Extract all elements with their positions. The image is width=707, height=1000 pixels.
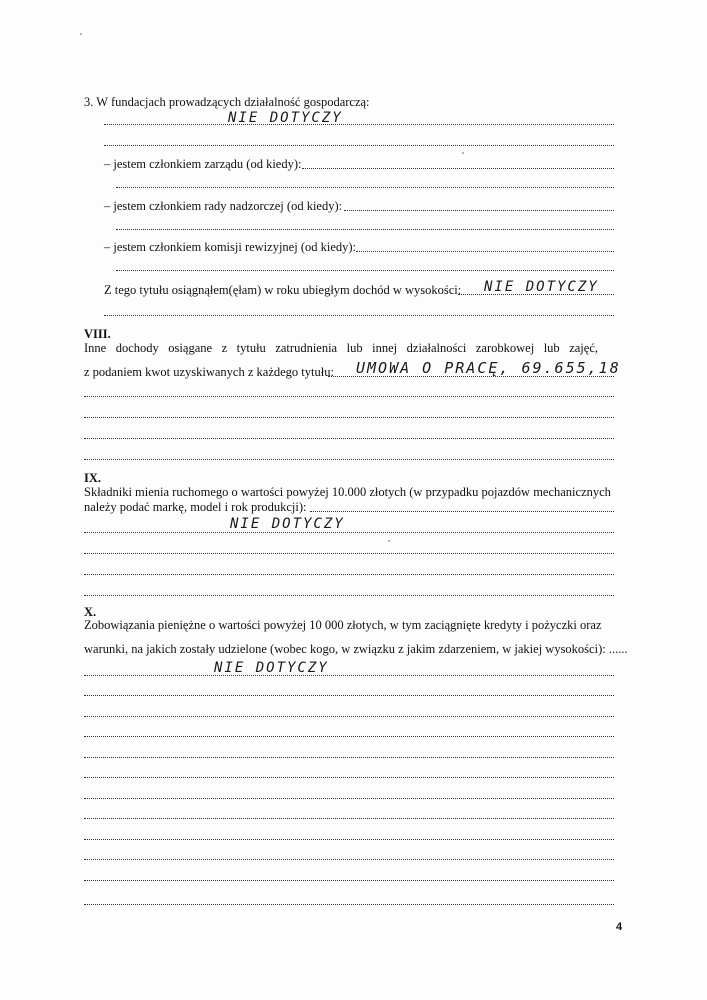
page-number: 4 <box>616 921 623 933</box>
s3-zarzad-label: – jestem członkiem zarządu (od kiedy): <box>104 157 302 171</box>
scan-speck <box>462 152 464 154</box>
fill-line <box>84 798 614 799</box>
fill-line <box>84 757 614 758</box>
fill-line <box>84 417 614 418</box>
s10-line1: Zobowiązania pieniężne o wartości powyżej 10 000 złotych, w tym zaciągnięte kredyty i pożyczki oraz <box>84 618 602 632</box>
fill-line <box>84 904 614 905</box>
fill-line <box>84 777 614 778</box>
fill-line <box>84 839 614 840</box>
fill-line <box>84 459 614 460</box>
fill-line <box>302 168 614 169</box>
fill-line <box>104 124 614 125</box>
fill-line <box>84 396 614 397</box>
fill-line <box>84 532 614 533</box>
s3-rada-label: – jestem członkiem rady nadzorczej (od kiedy): <box>104 199 343 213</box>
s9-line2: należy podać markę, model i rok produkcji): <box>84 500 307 514</box>
s8-heading: VIII. <box>84 327 111 341</box>
fill-line <box>84 859 614 860</box>
fill-line <box>84 574 614 575</box>
s9-handwriting: NIE DOTYCZY <box>230 516 345 532</box>
fill-line <box>84 553 614 554</box>
fill-line <box>104 145 614 146</box>
fill-line <box>116 229 614 230</box>
fill-line <box>104 315 614 316</box>
s3-dochod-handwriting: NIE DOTYCZY <box>484 279 599 295</box>
fill-line <box>84 675 614 676</box>
fill-line <box>84 818 614 819</box>
s3-dochod-label: Z tego tytułu osiągnąłem(ęłam) w roku ubiegłym dochód w wysokości: <box>104 283 462 297</box>
fill-line <box>344 210 614 211</box>
fill-line <box>84 716 614 717</box>
fill-line <box>116 187 614 188</box>
s9-heading: IX. <box>84 471 102 485</box>
fill-line <box>356 251 614 252</box>
fill-line <box>84 880 614 881</box>
s9-line1: Składniki mienia ruchomego o wartości powyżej 10.000 złotych (w przypadku pojazdów mechanicznych <box>84 485 611 499</box>
fill-line <box>116 270 614 271</box>
fill-line <box>84 736 614 737</box>
fill-line <box>458 294 614 295</box>
fill-line <box>84 695 614 696</box>
s8-line2: z podaniem kwot uzyskiwanych z każdego tytułu: <box>84 365 334 379</box>
fill-line <box>328 376 614 377</box>
s10-handwriting: NIE DOTYCZY <box>214 660 329 676</box>
fill-line <box>310 511 614 512</box>
scan-speck <box>388 540 390 542</box>
s8-handwriting: UMOWA O PRACĘ, 69.655,18 <box>356 359 621 377</box>
s10-line2: warunki, na jakich zostały udzielone (wobec kogo, w związku z jakim zdarzeniem, w jakiej wysokości): ...... <box>84 642 628 656</box>
fill-line <box>84 595 614 596</box>
s3-handwriting: NIE DOTYCZY <box>228 110 343 126</box>
fill-line <box>84 438 614 439</box>
s3-komisja-label: – jestem członkiem komisji rewizyjnej (od kiedy): <box>104 240 357 254</box>
s3-title: 3. W fundacjach prowadzących działalność gospodarczą: <box>84 95 370 109</box>
scan-speck <box>80 33 82 35</box>
s10-heading: X. <box>84 605 97 619</box>
s8-line1: Inne dochody osiągane z tytułu zatrudnienia lub innej działalności zarobkowej lub zajęć, <box>84 341 598 355</box>
